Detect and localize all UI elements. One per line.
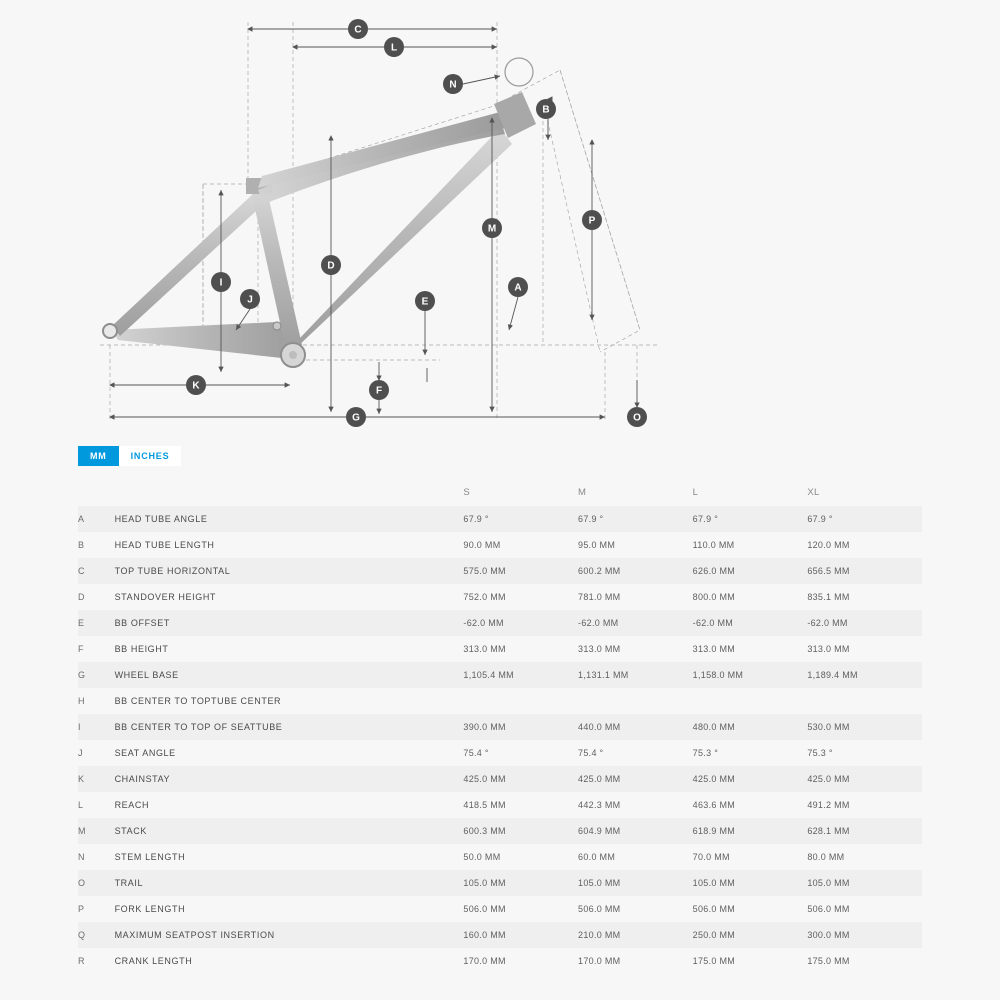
value-size-m: 600.2 MM [578,566,621,576]
callout-j [240,289,260,309]
row-label: BB CENTER TO TOPTUBE CENTER [114,696,282,706]
construction-lines [100,22,660,420]
value-size-m: 75.4 ° [578,748,604,758]
value-size-s: 50.0 MM [463,852,501,862]
value-size-m: 781.0 MM [578,592,621,602]
svg-text:O: O [633,412,641,424]
unit-option-inches[interactable]: INCHES [119,446,182,466]
header-size-xl: XL [807,487,820,498]
value-size-m: 1,131.1 MM [578,670,629,680]
value-size-xl: 835.1 MM [807,592,850,602]
row-label: STANDOVER HEIGHT [114,592,217,602]
row-letter: B [78,540,85,550]
callout-d [321,255,341,275]
value-size-xl: 1,189.4 MM [807,670,858,680]
value-size-xl: 75.3 ° [807,748,833,758]
table-row [78,740,922,766]
value-size-m: 313.0 MM [578,644,621,654]
header-letter [78,476,115,506]
value-size-s: -62.0 MM [463,618,504,628]
unit-toggle[interactable] [78,446,181,466]
callout-e [415,291,435,311]
row-letter: C [78,566,85,576]
table-row [78,662,922,688]
svg-text:P: P [588,215,596,227]
value-size-m: 60.0 MM [578,852,616,862]
value-size-xl [807,688,922,714]
table-row [78,584,922,610]
table-row [78,948,922,974]
value-size-s: 160.0 MM [463,930,506,940]
value-size-l: 480.0 MM [692,722,736,732]
value-size-l: -62.0 MM [692,618,734,628]
row-label: CRANK LENGTH [114,956,193,966]
value-size-xl: 313.0 MM [807,644,850,654]
header-measure [115,476,464,506]
value-size-xl: 300.0 MM [807,930,850,940]
row-letter: R [78,956,85,966]
row-letter: N [78,852,85,862]
value-size-s: 105.0 MM [463,878,506,888]
value-size-xl: 530.0 MM [807,722,850,732]
value-size-l: 105.0 MM [692,878,736,888]
value-size-m: 170.0 MM [578,956,621,966]
value-size-m: 440.0 MM [578,722,621,732]
row-letter: I [78,722,81,732]
row-label: STACK [114,826,147,836]
table-row [78,688,922,714]
value-size-m: 442.3 MM [578,800,621,810]
row-letter: O [78,878,86,888]
geometry-table [78,476,922,974]
row-letter: L [78,800,84,810]
table-row [78,506,922,532]
value-size-l: 67.9 ° [692,514,719,524]
table-row [78,896,922,922]
value-size-s: 418.5 MM [463,800,506,810]
row-label: FORK LENGTH [114,904,186,914]
value-size-l: 75.3 ° [692,748,719,758]
row-label: SEAT ANGLE [114,748,176,758]
row-letter: K [78,774,85,784]
row-letter: M [78,826,86,836]
callout-a [508,277,528,297]
table-row [78,870,922,896]
row-label: BB CENTER TO TOP OF SEATTUBE [114,722,283,732]
value-size-xl: 425.0 MM [807,774,850,784]
row-letter: A [78,514,85,524]
svg-text:N: N [449,79,457,91]
value-size-l: 175.0 MM [692,956,736,966]
header-size-m: M [578,487,587,498]
svg-text:C: C [354,24,362,36]
frame-illustration [103,58,536,367]
unit-option-mm[interactable]: MM [78,446,119,466]
value-size-l: 618.9 MM [692,826,736,836]
value-size-l: 1,158.0 MM [692,670,744,680]
value-size-l: 626.0 MM [692,566,736,576]
value-size-l [693,688,808,714]
value-size-l: 250.0 MM [692,930,736,940]
value-size-s [463,688,578,714]
svg-text:K: K [192,380,200,392]
row-label: BB OFFSET [114,618,170,628]
value-size-s: 575.0 MM [463,566,506,576]
row-label: MAXIMUM SEATPOST INSERTION [114,930,275,940]
svg-text:A: A [514,282,522,294]
svg-text:M: M [487,223,497,235]
callout-f [369,380,389,400]
table-row [78,610,922,636]
svg-text:J: J [247,294,253,306]
callout-i [211,272,231,292]
row-label: HEAD TUBE ANGLE [114,514,208,524]
value-size-s: 90.0 MM [463,540,501,550]
value-size-m: -62.0 MM [578,618,619,628]
value-size-xl: 105.0 MM [807,878,850,888]
table-row [78,844,922,870]
row-letter: E [78,618,85,628]
row-letter: Q [78,930,86,940]
table-row [78,714,922,740]
table-row [78,922,922,948]
row-letter: P [78,904,85,914]
geometry-svg [0,0,1000,440]
value-size-m: 105.0 MM [578,878,621,888]
table-row [78,818,922,844]
value-size-m: 210.0 MM [578,930,621,940]
row-label: BB HEIGHT [114,644,169,654]
dimension-lines [110,29,637,417]
row-letter: H [78,696,85,706]
value-size-s: 75.4 ° [463,748,489,758]
header-size-s: S [463,487,471,498]
callout-g [346,407,366,427]
value-size-m: 425.0 MM [578,774,621,784]
value-size-xl: 656.5 MM [807,566,850,576]
value-size-xl: -62.0 MM [807,618,848,628]
value-size-l: 506.0 MM [692,904,736,914]
value-size-s: 600.3 MM [463,826,506,836]
value-size-l: 70.0 MM [692,852,730,862]
table-row [78,766,922,792]
table-row [78,532,922,558]
value-size-l: 425.0 MM [692,774,736,784]
value-size-xl: 67.9 ° [807,514,833,524]
value-size-s: 1,105.4 MM [463,670,514,680]
row-letter: D [78,592,85,602]
header-size-l: L [692,487,699,498]
row-label: HEAD TUBE LENGTH [114,540,215,550]
table-header [78,476,922,506]
svg-text:I: I [219,277,223,289]
row-label: TRAIL [114,878,144,888]
value-size-xl: 175.0 MM [807,956,850,966]
frame-geometry-diagram [0,0,1000,440]
row-label: CHAINSTAY [114,774,171,784]
callout-k [186,375,206,395]
value-size-xl: 506.0 MM [807,904,850,914]
row-label: REACH [114,800,150,810]
value-size-s: 313.0 MM [463,644,506,654]
value-size-s: 752.0 MM [463,592,506,602]
value-size-l: 313.0 MM [692,644,736,654]
value-size-xl: 80.0 MM [807,852,845,862]
row-letter: J [78,748,83,758]
value-size-xl: 628.1 MM [807,826,850,836]
row-letter: F [78,644,84,654]
svg-text:E: E [421,296,429,308]
row-letter: G [78,670,86,680]
callout-m [482,218,502,238]
svg-text:B: B [542,104,550,116]
value-size-s: 170.0 MM [463,956,506,966]
row-label: WHEEL BASE [114,670,179,680]
value-size-m: 95.0 MM [578,540,616,550]
value-size-m: 604.9 MM [578,826,621,836]
callout-b [536,99,556,119]
table-row [78,558,922,584]
value-size-s: 425.0 MM [463,774,506,784]
value-size-s: 390.0 MM [463,722,506,732]
value-size-xl: 491.2 MM [807,800,850,810]
value-size-s: 506.0 MM [463,904,506,914]
value-size-l: 463.6 MM [692,800,736,810]
svg-text:D: D [327,260,335,272]
svg-text:F: F [375,385,383,397]
value-size-l: 800.0 MM [692,592,736,602]
value-size-m: 506.0 MM [578,904,621,914]
svg-text:L: L [390,42,398,54]
table-row [78,636,922,662]
value-size-m: 67.9 ° [578,514,604,524]
value-size-m [578,688,693,714]
value-size-s: 67.9 ° [463,514,489,524]
table-row [78,792,922,818]
value-size-l: 110.0 MM [692,540,735,550]
table-body [78,506,922,974]
callout-p [582,210,602,230]
callout-c [348,19,368,39]
value-size-xl: 120.0 MM [807,540,850,550]
callout-l [384,37,404,57]
row-label: TOP TUBE HORIZONTAL [114,566,231,576]
callout-o [627,407,647,427]
row-label: STEM LENGTH [114,852,186,862]
callout-n [443,74,463,94]
svg-text:G: G [352,412,360,424]
